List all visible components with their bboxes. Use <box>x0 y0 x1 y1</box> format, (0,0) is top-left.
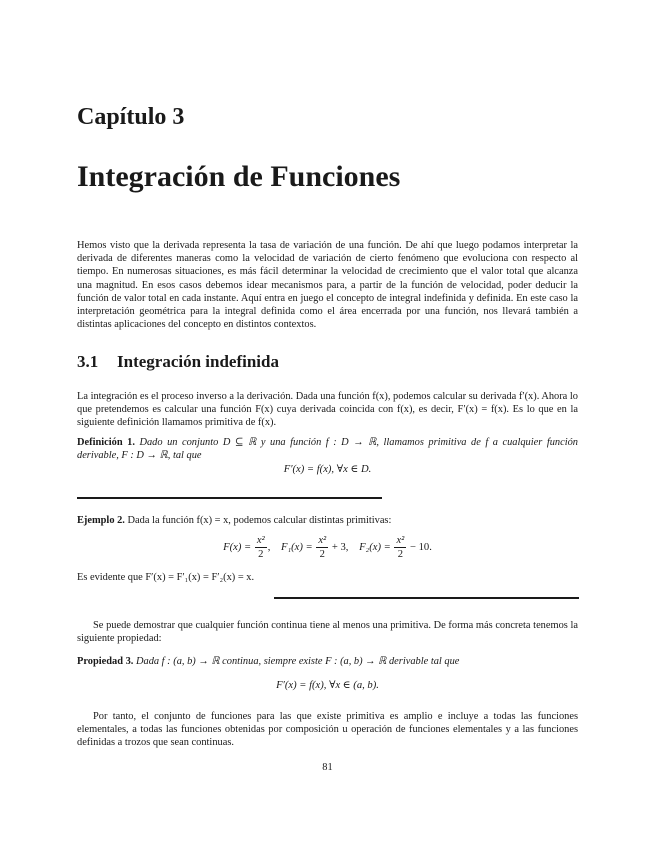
example-term-2-num: x² <box>318 535 327 546</box>
example-block <box>77 514 578 527</box>
property-equation <box>77 679 578 691</box>
example-term-3-den: 2 <box>397 549 404 560</box>
example-term-2-lhs: F₁(x) = <box>280 541 313 553</box>
chapter-label: Capítulo 3 <box>77 104 185 130</box>
example-body: Dada la función f(x) = x, podemos calcular distintas primitivas: <box>127 515 392 526</box>
intro-paragraph: Hemos visto que la derivada representa la tasa de variación de una función. De ahí que luego podamos interpretar la derivada de diferentes maneras como la velocidad de variación de cierto fenómeno que evoluciona con respecto al tiempo. En numerosas situaciones, es más fácil determinar la velocidad de crecimiento que el valor total que alcanza una magnitud. En esos casos debemos idear mecanismos para, a partir de la función de velocidad, poder deducir la función de valor total en cada instante. Aquí entra en juego el concepto de integral indefinida y definida. En este caso la interpretación geométrica para la integral definida como el área encerrada por una función, nos llevará también a distintas aplicaciones del concepto en distintos contextos. <box>77 240 578 331</box>
definition-body: Dado un conjunto D ⊆ ℝ y una función f : D → ℝ, llamamos primitiva de f a cualquier función derivable, F : D → ℝ, tal que <box>77 437 578 462</box>
example-term-1-fraction <box>255 534 267 561</box>
property-equation-text: F′(x) = f(x), ∀x ∈ (a, b). <box>276 680 379 691</box>
definition-head: Definición 1. <box>77 437 135 448</box>
definition-block <box>77 436 578 462</box>
example-term-3-tail: − 10. <box>409 541 432 553</box>
chapter-title: Integración de Funciones <box>77 160 401 193</box>
continuity-paragraph: Se puede demostrar que cualquier función continua tiene al menos una primitiva. De forma más concreta tenemos la siguiente propiedad: <box>77 620 578 645</box>
example-equation <box>77 534 578 561</box>
example-conclusion: Es evidente que F′(x) = F′₁(x) = F′₂(x) = x. <box>77 572 255 583</box>
property-head: Propiedad 3. <box>77 656 134 667</box>
example-term-2-tail: + 3, <box>331 541 349 553</box>
divider-line <box>77 497 382 499</box>
closing-paragraph: Por tanto, el conjunto de funciones para las que existe primitiva es amplio e incluye a todas las funciones elementales, a todas las funciones obtenidas por composición u operación de funciones elementales y a las funciones definidas a trozos que sean continuas. <box>77 711 578 749</box>
section-number: 3.1 <box>77 352 99 371</box>
example-term-1-num: x² <box>256 535 265 546</box>
section-paragraph: La integración es el proceso inverso a la derivación. Dada una función f(x), podemos calcular su derivada f′(x). Ahora lo que pretendemos es calcular una función F(x) cuya derivada coincida con f(x), es decir, F′(x) = f(x). Es lo que en la siguiente definición llamamos primitiva de f(x). <box>77 391 578 429</box>
example-term-2-den: 2 <box>319 549 325 560</box>
example-term-1-den: 2 <box>258 549 264 560</box>
example-term-1-lhs: F(x) = <box>223 541 252 553</box>
example-head: Ejemplo 2. <box>77 515 125 526</box>
example-term-3-fraction <box>394 534 406 561</box>
property-block <box>77 655 578 668</box>
example-term-3-num: x² <box>396 535 405 546</box>
definition-equation <box>77 463 578 475</box>
example-term-1-tail: , <box>267 541 271 553</box>
section-heading <box>77 352 279 372</box>
page-number: 81 <box>322 762 333 773</box>
section-title: Integración indefinida <box>117 352 279 371</box>
example-term-3-lhs: F₂(x) = <box>359 541 391 553</box>
example-term-2-fraction <box>316 534 328 561</box>
definition-equation-text: F′(x) = f(x), ∀x ∈ D. <box>283 464 372 475</box>
property-body: Dada f : (a, b) → ℝ continua, siempre existe F : (a, b) → ℝ derivable tal que <box>136 656 460 667</box>
divider-line <box>274 597 579 599</box>
